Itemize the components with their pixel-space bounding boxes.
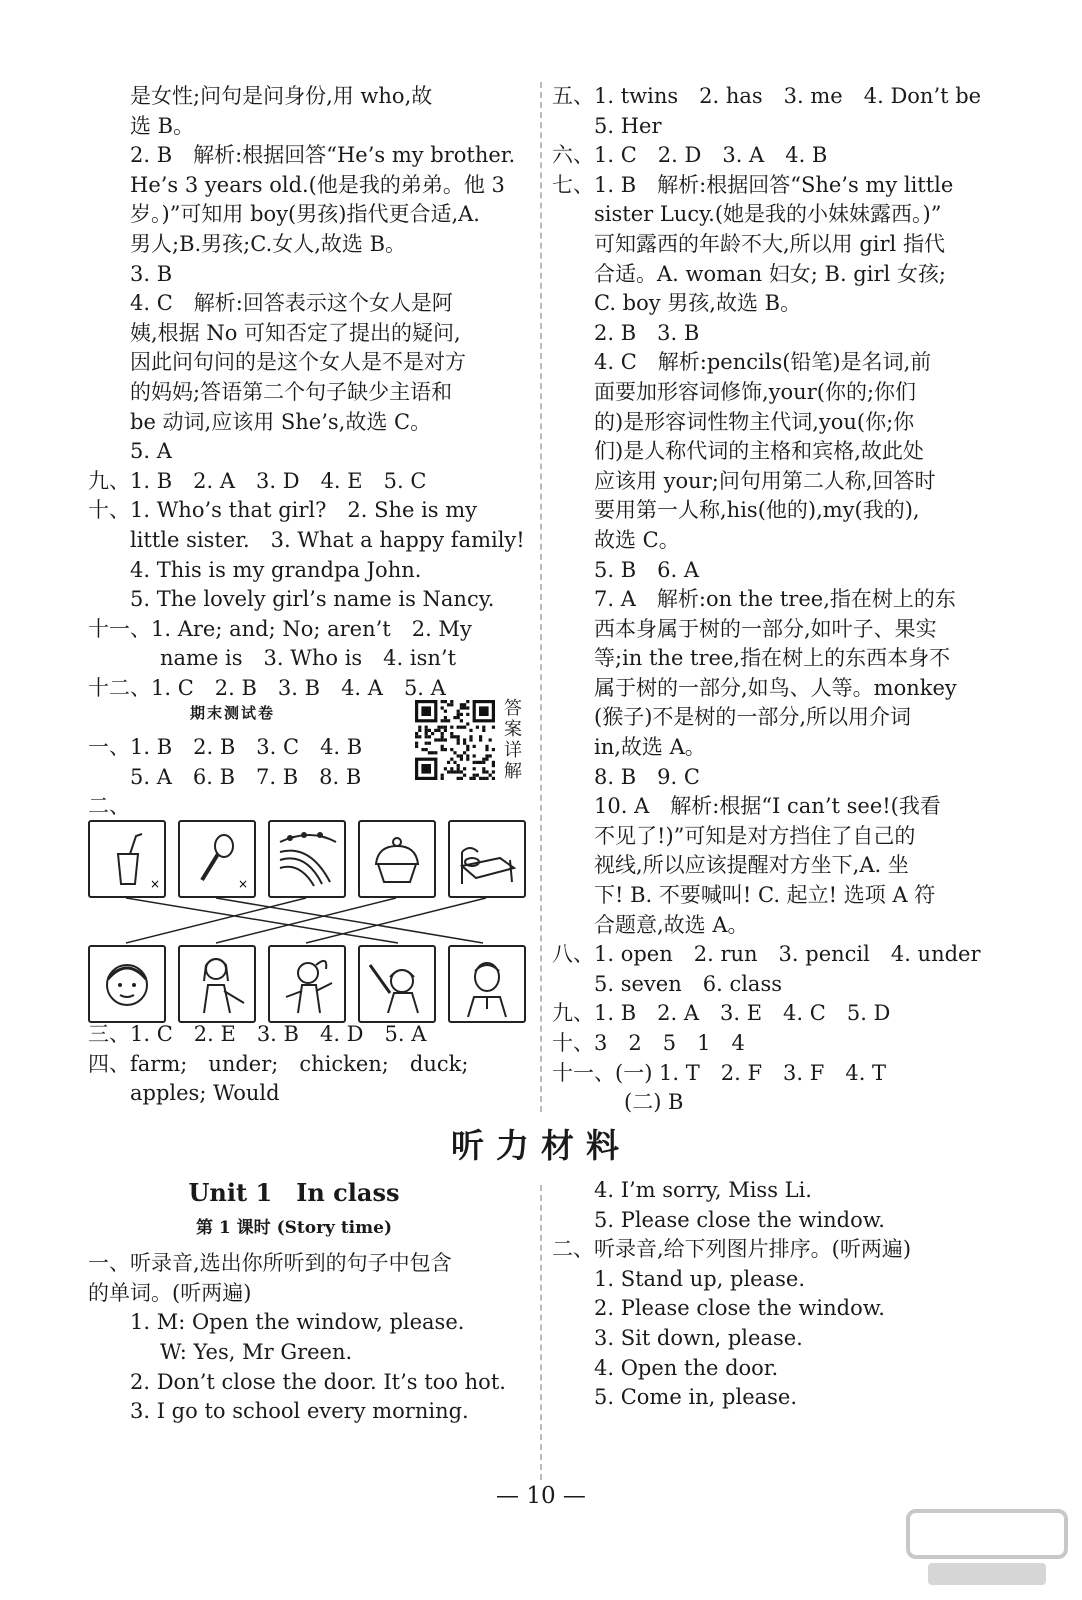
qr-label-char: 解 [504,761,522,782]
text-line: 岁。)”可知用 boy(男孩)指代更合适,A. [130,202,480,227]
text-line: 九、1. B 2. A 3. D 4. E 5. C [88,468,427,493]
text-line: 5. A [130,439,172,464]
text-line: 十一、1. Are; and; No; aren’t 2. My [88,616,472,641]
text-line: (二) B [624,1090,684,1115]
text-line: 十、3 2 5 1 4 [552,1031,745,1055]
bed-icon [448,820,526,898]
qr-label-char: 详 [504,740,522,761]
text-line: 3. Sit down, please. [594,1325,803,1350]
text-line: 5. Her [594,113,662,138]
text-line: 5. The lovely girl’s name is Nancy. [130,587,495,612]
text-line: 十、1. Who’s that girl? 2. She is my [88,498,478,523]
text-line: 合适。A. woman 妇女; B. girl 女孩; [594,261,946,286]
text-line: 五、1. twins 2. has 3. me 4. Don’t be [552,84,982,108]
text-line: little sister. 3. What a happy family! [130,527,525,552]
text-line: 不见了!)”可知是对方挡住了自己的 [594,823,916,848]
right-column-bottom [552,1176,992,1413]
text-line: 四、farm; under; chicken; duck; [88,1051,469,1076]
text-line: 二、 [88,794,130,819]
text-line: 4. C 解析:pencils(铅笔)是名词,前 [594,350,932,375]
text-line: 3. B [130,261,173,286]
qr-label-char: 案 [504,719,522,740]
text-line: 的妈妈;答语第二个句子缺少主语和 [130,379,453,404]
text-line: 姨,根据 No 可知否定了提出的疑问, [130,320,461,345]
drink-cup-icon [88,820,166,898]
woman-teacher-icon [178,945,256,1023]
text-line: 7. A 解析:on the tree,指在树上的东 [594,587,956,612]
text-line: 的单词。(听两遍) [88,1280,252,1305]
text-line: 2. B 解析:根据回答“He’s my brother. [130,143,516,168]
qr-label-char: 答 [504,698,522,719]
text-line: 们)是人称代词的主格和宾格,故此处 [594,439,924,464]
text-line: 故选 C。 [594,527,680,552]
text-line: 5. Please close the window. [594,1207,885,1232]
text-line: 一、听录音,选出你所听到的句子中包含 [88,1251,452,1276]
text-line: 是女性;问句是问身份,用 who,故 [130,84,433,108]
text-line: 5. A 6. B 7. B 8. B [130,764,362,789]
text-line: 下! B. 不要喊叫! C. 起立! 选项 A 符 [594,883,936,908]
text-line: 面要加形容词修饰,your(你的;你们 [594,379,917,404]
text-line: sister Lucy.(她是我的小妹妹露西。)” [594,202,942,227]
text-line: 选 B。 [130,113,195,138]
watermark-logo-icon [902,1505,1072,1590]
text-line: 一、1. B 2. B 3. C 4. B [88,735,363,760]
column-divider-bottom [540,1185,542,1480]
text-line: 5. seven 6. class [594,971,782,996]
text-line: 8. B 9. C [594,764,700,789]
music-score-icon [268,820,346,898]
text-line: 二、听录音,给下列图片排序。(听两遍) [552,1237,912,1262]
text-line: 视线,所以应该提醒对方坐下,A. 坐 [594,853,909,878]
cake-icon [358,820,436,898]
text-line: 的)是形容词性物主代词,you(你;你 [594,409,915,434]
text-line: C. boy 男孩,故选 B。 [594,291,802,316]
text-line: 3. I go to school every morning. [130,1399,469,1424]
unit-title: Unit 1 In class [188,1178,400,1207]
page-number: — 10 — [496,1483,586,1509]
cross-mark: × [238,877,249,891]
lesson-title: 第 1 课时 (Story time) [195,1217,392,1238]
text-line: 因此问句问的是这个女人是不是对方 [130,350,466,375]
text-line: 等;in the tree,指在树上的东西本身不 [594,646,951,671]
text-line: 4. This is my grandpa John. [130,557,422,582]
left-bottom-lines [88,1249,530,1427]
text-line: 5. B 6. A [594,557,700,582]
text-line: He’s 3 years old.(他是我的弟弟。他 3 [130,172,505,197]
text-line: 九、1. B 2. A 3. E 4. C 5. D [552,1001,891,1026]
text-line: 2. Don’t close the door. It’s too hot. [130,1369,506,1394]
text-line: apples; Would [130,1081,280,1106]
text-line: W: Yes, Mr Green. [160,1339,353,1364]
text-line: name is 3. Who is 4. isn’t [160,646,457,671]
text-line: in,故选 A。 [594,735,706,760]
text-line: 4. Open the door. [594,1355,779,1380]
man-face-icon [448,945,526,1023]
matching-pictures [88,818,533,1023]
left-column-bottom [88,1176,530,1427]
cross-mark: × [150,877,161,891]
text-line: 2. Please close the window. [594,1296,885,1321]
text-line: 八、1. open 2. run 3. pencil 4. under [552,942,981,967]
text-line: 西本身属于树的一部分,如叶子、果实 [594,616,937,641]
text-line: 4. C 解析:回答表示这个女人是阿 [130,291,453,316]
text-line: 三、1. C 2. E 3. B 4. D 5. A [88,1022,427,1046]
text-line: 1. Stand up, please. [594,1266,806,1291]
text-line: 十一、(一) 1. T 2. F 3. F 4. T [552,1060,887,1085]
text-line: 5. Come in, please. [594,1385,798,1410]
text-line: 十二、1. C 2. B 3. B 4. A 5. A [88,675,446,700]
column-divider [540,82,542,1112]
boy-face-icon [88,945,166,1023]
text-line: 可知露西的年龄不大,所以用 girl 指代 [594,231,945,256]
exam-title: 期末测试卷 [190,704,276,722]
text-line: 合题意,故选 A。 [594,912,749,937]
right-column-top [552,82,992,1118]
text-line: 应该用 your;问句用第二人称,回答时 [594,468,936,493]
text-line: 4. I’m sorry, Miss Li. [594,1178,812,1202]
text-line: (猴子)不是树的一部分,所以用介词 [594,705,912,730]
text-line: 要用第一人称,his(他的),my(我的), [594,498,920,523]
qr-code-icon[interactable] [415,700,495,780]
qr-label [500,698,526,782]
text-line: 2. B 3. B [594,320,700,345]
text-line: 七、1. B 解析:根据回答“She’s my little [552,172,954,197]
text-line: 10. A 解析:根据“I can’t see!(我看 [594,794,941,819]
text-line: 六、1. C 2. D 3. A 4. B [552,143,828,168]
girl-dancer-icon [268,945,346,1023]
text-line: 男人;B.男孩;C.女人,故选 B。 [130,231,407,256]
text-line: 属于树的一部分,如鸟、人等。monkey [594,675,957,700]
microphone-icon [178,820,256,898]
section-title: 听力材料 [451,1126,631,1165]
text-line: 1. M: Open the window, please. [130,1310,465,1335]
child-waving-icon [358,945,436,1023]
left-column-middle [88,1020,530,1109]
text-line: be 动词,应该用 She’s,故选 C。 [130,409,432,434]
